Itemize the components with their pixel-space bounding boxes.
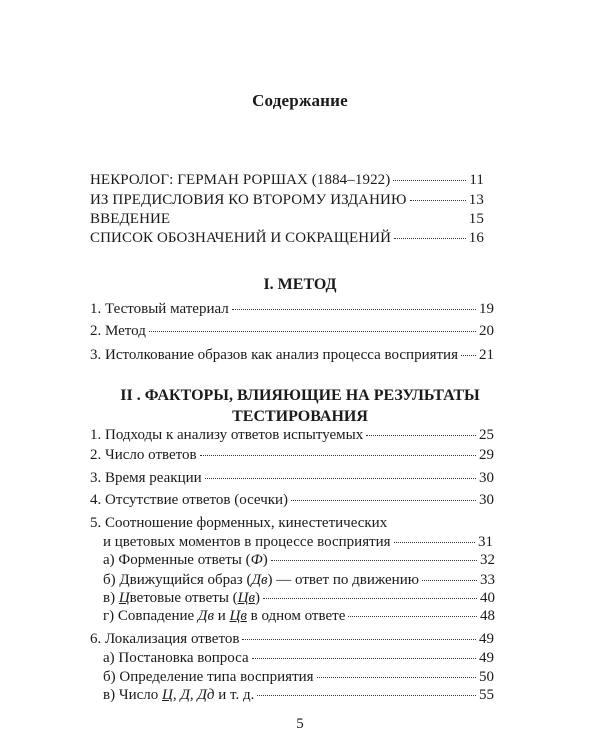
toc-entry-label: 4. Отсутствие ответов (осечки)	[90, 492, 289, 508]
dot-leader	[242, 639, 476, 640]
toc-entry	[90, 347, 494, 364]
toc-subentry	[103, 669, 494, 686]
label-text: )	[254, 590, 260, 606]
symbol-text: Дв	[197, 608, 214, 624]
toc-entry-label	[103, 552, 268, 569]
toc-page-number: 25	[479, 427, 494, 443]
toc-entry-label	[103, 572, 419, 589]
toc-entry-label: б) Определение типа восприятия	[103, 669, 314, 685]
dot-leader	[410, 200, 466, 201]
section-heading-factors	[60, 385, 540, 427]
toc-entry-obituary	[90, 172, 484, 189]
toc-page-number: 20	[479, 323, 494, 339]
toc-page-number: 49	[479, 650, 494, 666]
label-text: и	[213, 608, 230, 624]
toc-entry-label: СПИСОК ОБОЗНАЧЕНИЙ И СОКРАЩЕНИЙ	[90, 230, 392, 246]
toc-entry-introduction	[90, 211, 484, 228]
toc-entry-label	[103, 608, 345, 625]
toc-page-number: 16	[468, 230, 484, 246]
toc-entry-label: 3. Истолкование образов как анализ процесса восприятия	[90, 347, 458, 363]
dot-leader	[394, 542, 475, 543]
toc-page-number: 32	[480, 552, 495, 568]
dot-leader	[271, 560, 477, 561]
symbol-text: Ц	[162, 687, 173, 703]
toc-subentry	[103, 650, 494, 667]
symbol-text: Д	[180, 687, 190, 703]
toc-page-number: 21	[479, 347, 494, 363]
label-text: г) Совпадение	[103, 608, 198, 624]
page-title: Содержание	[252, 91, 348, 110]
dot-leader	[263, 598, 477, 599]
dot-leader	[394, 238, 466, 239]
section-heading-line: II . ФАКТОРЫ, ВЛИЯЮЩИЕ НА РЕЗУЛЬТАТЫ	[120, 387, 480, 404]
dot-leader	[393, 180, 466, 181]
symbol-text: Ц	[118, 590, 130, 606]
toc-entry	[90, 631, 494, 648]
toc-page-number: 30	[479, 492, 494, 508]
symbol-text: Цв	[229, 608, 247, 624]
dot-leader	[232, 309, 476, 310]
toc-subentry	[103, 687, 494, 704]
toc-entry-continued: 5. Соотношение форменных, кинестетических	[90, 515, 388, 531]
dot-leader	[149, 331, 476, 332]
symbol-text: Дв	[251, 572, 268, 588]
toc-entry-label: 1. Тестовый материал	[90, 301, 229, 317]
section-heading-method: I. МЕТОД	[263, 276, 337, 293]
dot-leader	[366, 435, 476, 436]
toc-entry-label: 1. Подходы к анализу ответов испытуемых	[90, 427, 364, 443]
symbol-text: Цв	[237, 590, 255, 606]
toc-page-number: 33	[480, 572, 495, 588]
toc-page-number: 19	[479, 301, 494, 317]
label-text: ) — ответ по движению	[267, 572, 419, 588]
toc-page-number: 40	[480, 590, 495, 606]
toc-entry	[90, 492, 494, 509]
toc-subentry	[103, 590, 495, 607]
dot-leader	[317, 677, 476, 678]
toc-entry-label: и цветовых моментов в процессе восприятия	[103, 534, 391, 550]
toc-entry-abbreviations	[90, 230, 484, 247]
dot-leader	[173, 219, 466, 220]
toc-page-number: 55	[479, 687, 494, 703]
toc-entry-label: НЕКРОЛОГ: ГЕРМАН РОРШАХ (1884–1922)	[90, 172, 391, 188]
toc-entry-label	[103, 590, 260, 607]
toc-entry	[90, 447, 494, 464]
toc-subentry	[103, 572, 495, 589]
toc-entry-label: ИЗ ПРЕДИСЛОВИЯ КО ВТОРОМУ ИЗДАНИЮ	[90, 192, 407, 208]
toc-page-number: 15	[468, 211, 484, 227]
dot-leader	[461, 355, 476, 356]
dot-leader	[252, 658, 476, 659]
toc-entry-label: ВВЕДЕНИЕ	[90, 211, 171, 227]
label-text: а) Форменные ответы (	[103, 552, 251, 568]
toc-entry	[90, 323, 494, 340]
toc-entry-label: в) Число Ц, Д, Дд и т. д.	[103, 687, 255, 703]
dot-leader	[422, 580, 477, 581]
toc-subentry	[103, 552, 495, 569]
toc-page-number: 13	[468, 192, 484, 208]
toc-page-number: 50	[479, 669, 494, 685]
toc-entry	[103, 534, 493, 551]
toc-entry	[90, 301, 494, 318]
toc-page-number: 29	[479, 447, 494, 463]
symbol-text: Ф	[250, 552, 263, 568]
toc-subentry	[103, 608, 495, 625]
dot-leader	[205, 478, 476, 479]
label-text: в) Число	[103, 687, 162, 703]
label-text: в)	[103, 590, 119, 606]
label-text: и т. д.	[214, 687, 255, 703]
toc-entry-label: 3. Время реакции	[90, 470, 202, 486]
toc-entry-label: 6. Локализация ответов	[90, 631, 240, 647]
toc-entry	[90, 427, 494, 444]
symbol-text: Дд	[197, 687, 215, 703]
toc-entry-preface	[90, 192, 484, 209]
toc-page-number: 48	[480, 608, 495, 624]
toc-page-number: 31	[478, 534, 493, 550]
toc-page-number: 30	[479, 470, 494, 486]
toc-entry-label: 2. Число ответов	[90, 447, 197, 463]
label-text: )	[262, 552, 268, 568]
dot-leader	[348, 616, 477, 617]
section-heading-line: ТЕСТИРОВАНИЯ	[232, 408, 368, 425]
page-number: 5	[296, 716, 304, 732]
label-text: в одном ответе	[246, 608, 346, 624]
toc-entry-label: а) Постановка вопроса	[103, 650, 249, 666]
dot-leader	[200, 455, 476, 456]
dot-leader	[291, 500, 476, 501]
dot-leader	[257, 695, 476, 696]
toc-page-number: 11	[469, 172, 484, 188]
label-text: ветовые ответы (	[129, 590, 238, 606]
toc-page-number: 49	[479, 631, 494, 647]
toc-entry	[90, 470, 494, 487]
label-text: б) Движущийся образ (	[103, 572, 252, 588]
toc-entry-label: 2. Метод	[90, 323, 146, 339]
